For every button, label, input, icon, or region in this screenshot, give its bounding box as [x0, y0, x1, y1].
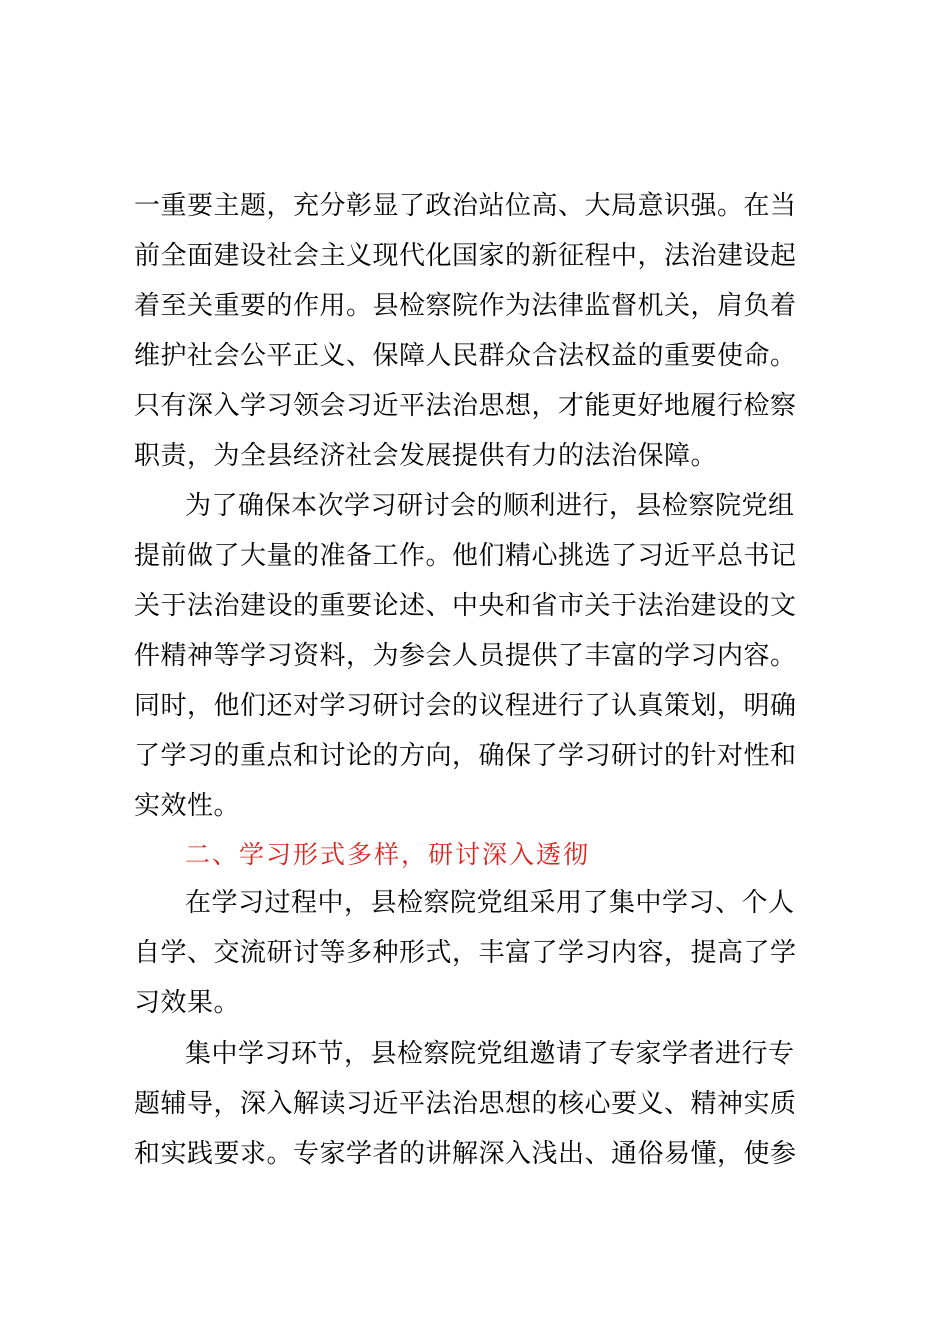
paragraph-4-line-1: 集中学习环节，县检察院党组邀请了专家学者进行专	[185, 1039, 795, 1069]
paragraph-1-line-6: 职责，为全县经济社会发展提供有力的法治保障。	[134, 441, 718, 471]
paragraph-1-line-2: 前全面建设社会主义现代化国家的新征程中，法治建设起	[134, 241, 797, 271]
paragraph-1-line-4: 维护社会公平正义、保障人民群众合法权益的重要使命。	[134, 341, 797, 371]
paragraph-1-line-1: 一重要主题，充分彰显了政治站位高、大局意识强。在当	[134, 191, 797, 221]
paragraph-3-line-2: 自学、交流研讨等多种形式，丰富了学习内容，提高了学	[134, 938, 797, 968]
section-heading: 二、学习形式多样，研讨深入透彻	[185, 840, 591, 869]
paragraph-2-line-6: 了学习的重点和讨论的方向，确保了学习研讨的针对性和	[134, 741, 797, 771]
paragraph-2-line-5: 同时，他们还对学习研讨会的议程进行了认真策划，明确	[134, 691, 797, 721]
paragraph-3-line-1: 在学习过程中，县检察院党组采用了集中学习、个人	[185, 888, 795, 918]
paragraph-2-line-1: 为了确保本次学习研讨会的顺利进行，县检察院党组	[185, 491, 795, 521]
paragraph-2-line-2: 提前做了大量的准备工作。他们精心挑选了习近平总书记	[134, 541, 797, 571]
paragraph-1-line-3: 着至关重要的作用。县检察院作为法律监督机关，肩负着	[134, 291, 797, 321]
paragraph-4-line-3: 和实践要求。专家学者的讲解深入浅出、通俗易懂，使参	[134, 1139, 797, 1169]
paragraph-1-line-5: 只有深入学习领会习近平法治思想，才能更好地履行检察	[134, 391, 797, 421]
paragraph-2-line-3: 关于法治建设的重要论述、中央和省市关于法治建设的文	[134, 591, 797, 621]
paragraph-4-line-2: 题辅导，深入解读习近平法治思想的核心要义、精神实质	[134, 1089, 797, 1119]
paragraph-2-line-7: 实效性。	[134, 791, 241, 821]
paragraph-2-line-4: 件精神等学习资料，为参会人员提供了丰富的学习内容。	[134, 641, 797, 671]
paragraph-3-line-3: 习效果。	[134, 988, 241, 1018]
